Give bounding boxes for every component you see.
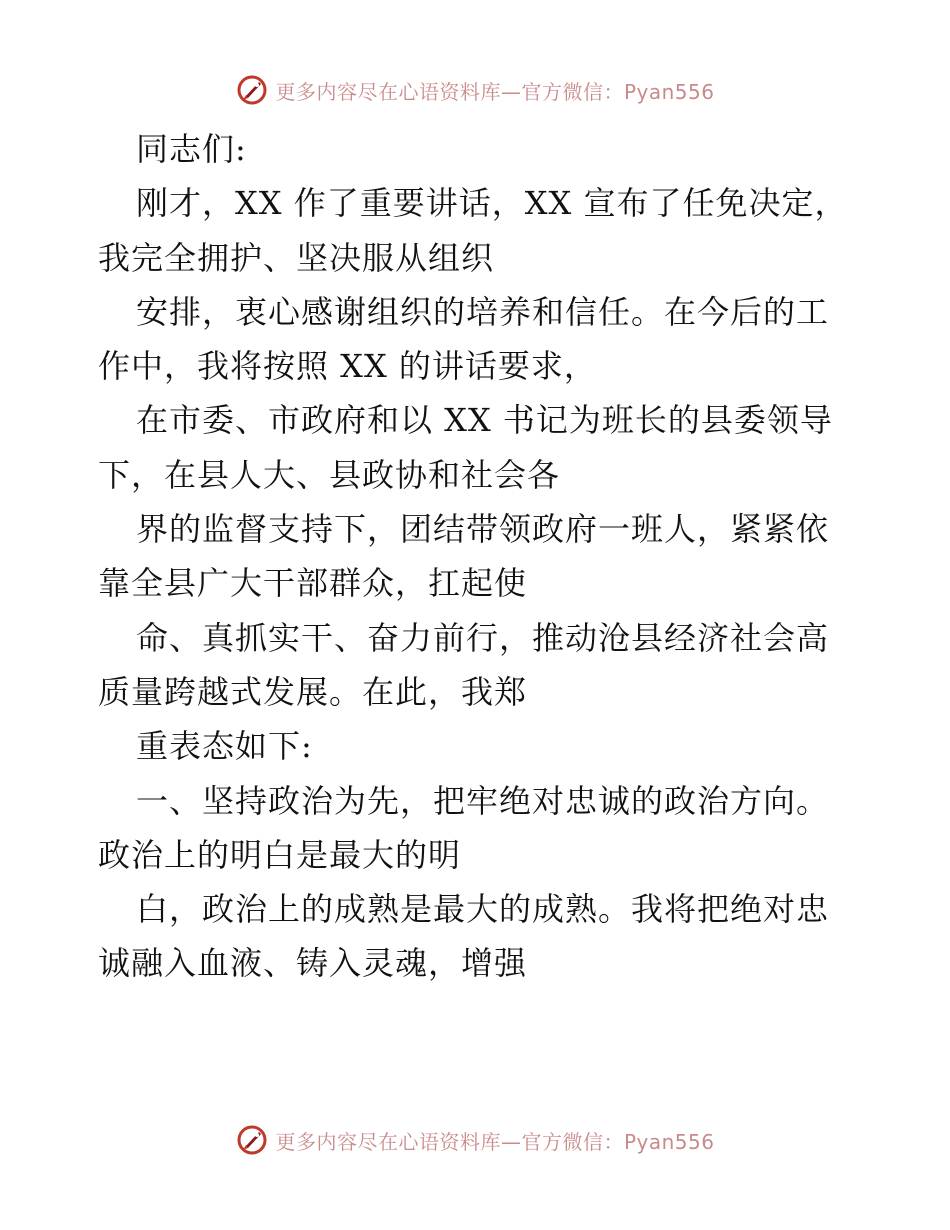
text-line: 质量跨越式发展。在此，我郑 [98,672,528,711]
header-watermark-text: 更多内容尽在心语资料库—官方微信：Pyan556 [275,79,715,104]
text-line: 在市委、市政府和以 XX 书记为班长的县委领导 [136,401,833,440]
text-line: 政治上的明白是最大的明 [98,835,462,874]
text-line: 同志们: [136,130,247,168]
text-line: 一、坚持政治为先，把牢绝对忠诚的政治方向。 [136,781,830,820]
text-line: 刚才，XX 作了重要讲话，XX 宣布了任免决定， [136,184,848,223]
text-line: 诚融入血液、铸入灵魂，增强 [98,944,528,983]
text-line: 界的监督支持下，团结带领政府一班人，紧紧依 [136,510,830,549]
text-line: 靠全县广大干部群众，扛起使 [98,564,528,603]
footer-watermark-banner [0,1120,950,1160]
text-line: 白，政治上的成熟是最大的成熟。我将把绝对忠 [136,890,830,929]
text-line: 下，在县人大、县政协和社会各 [98,455,561,494]
text-line: 安排，衷心感谢组织的培养和信任。在今后的工 [136,292,830,331]
text-line: 我完全拥护、坚决服从组织 [98,238,495,277]
text-line: 作中，我将按照 XX 的讲话要求， [98,347,597,386]
quill-pen-circle-icon [235,1123,269,1157]
header-watermark-banner [0,70,950,110]
document-body [98,122,858,991]
quill-pen-circle-icon [235,73,269,107]
footer-watermark-text: 更多内容尽在心语资料库—官方微信：Pyan556 [275,1129,715,1154]
text-line: 重表态如下: [136,727,313,766]
text-line: 命、真抓实干、奋力前行，推动沧县经济社会高 [136,618,830,657]
